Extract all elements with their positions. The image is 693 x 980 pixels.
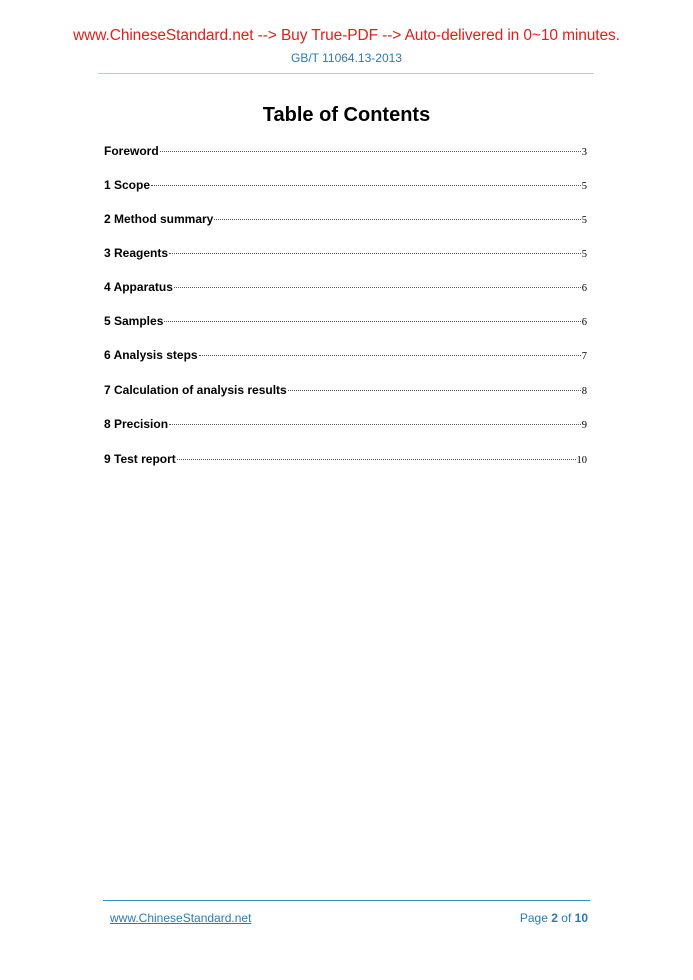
dot-leader bbox=[169, 424, 581, 425]
dot-leader bbox=[288, 390, 581, 391]
dot-leader bbox=[214, 219, 580, 220]
standard-number: GB/T 11064.13-2013 bbox=[291, 51, 402, 65]
toc-entry-scope[interactable] bbox=[104, 178, 587, 196]
banner-link[interactable]: www.ChineseStandard.net --> Buy True-PDF --> Auto-delivered in 0~10 minutes. bbox=[73, 27, 620, 44]
toc-entry-page: 10 bbox=[576, 455, 587, 466]
toc-entry-page: 6 bbox=[581, 283, 587, 294]
toc-entry-samples[interactable] bbox=[104, 314, 587, 332]
header-divider bbox=[98, 73, 594, 74]
toc-entry-label: 2 Method summary bbox=[104, 212, 214, 226]
toc-entry-label: 5 Samples bbox=[104, 314, 164, 328]
toc-entry-foreword[interactable] bbox=[104, 144, 587, 162]
dot-leader bbox=[164, 321, 580, 322]
toc-entry-calculation[interactable] bbox=[104, 383, 587, 401]
page-of: of bbox=[561, 911, 572, 925]
toc-entry-precision[interactable] bbox=[104, 417, 587, 435]
toc-entry-page: 8 bbox=[581, 386, 587, 397]
page-prefix: Page bbox=[519, 911, 548, 925]
toc-entry-page: 5 bbox=[581, 249, 587, 260]
dot-leader bbox=[174, 287, 581, 288]
dot-leader bbox=[160, 151, 581, 152]
dot-leader bbox=[177, 459, 576, 460]
toc-entry-label: 3 Reagents bbox=[104, 246, 169, 260]
toc-entry-method-summary[interactable] bbox=[104, 212, 587, 230]
footer-divider bbox=[103, 900, 590, 901]
toc-title: Table of Contents bbox=[262, 104, 431, 126]
toc-entry-test-report[interactable] bbox=[104, 452, 587, 470]
toc-entry-label: Foreword bbox=[104, 144, 159, 158]
toc-entry-label: 4 Apparatus bbox=[104, 280, 173, 294]
toc-entry-label: 7 Calculation of analysis results bbox=[104, 383, 287, 397]
toc-entry-page: 6 bbox=[581, 317, 587, 328]
toc-entry-page: 5 bbox=[581, 181, 587, 192]
toc-entry-apparatus[interactable] bbox=[104, 280, 587, 298]
page-total: 10 bbox=[574, 911, 588, 925]
dot-leader bbox=[199, 355, 581, 356]
toc-entry-label: 1 Scope bbox=[104, 178, 151, 192]
toc-entry-reagents[interactable] bbox=[104, 246, 587, 264]
page-number bbox=[520, 911, 588, 925]
footer-site-link[interactable]: www.ChineseStandard.net bbox=[110, 911, 252, 925]
toc-entry-analysis-steps[interactable] bbox=[104, 348, 587, 366]
toc-entry-page: 5 bbox=[581, 215, 587, 226]
toc-entry-page: 9 bbox=[581, 420, 587, 431]
toc-entry-label: 8 Precision bbox=[104, 417, 169, 431]
dot-leader bbox=[151, 185, 581, 186]
toc-entry-page: 7 bbox=[581, 351, 587, 362]
toc-entry-label: 6 Analysis steps bbox=[104, 348, 198, 362]
dot-leader bbox=[169, 253, 581, 254]
toc-entry-page: 3 bbox=[581, 147, 587, 158]
toc-entry-label: 9 Test report bbox=[104, 452, 176, 466]
page-current: 2 bbox=[551, 911, 558, 925]
